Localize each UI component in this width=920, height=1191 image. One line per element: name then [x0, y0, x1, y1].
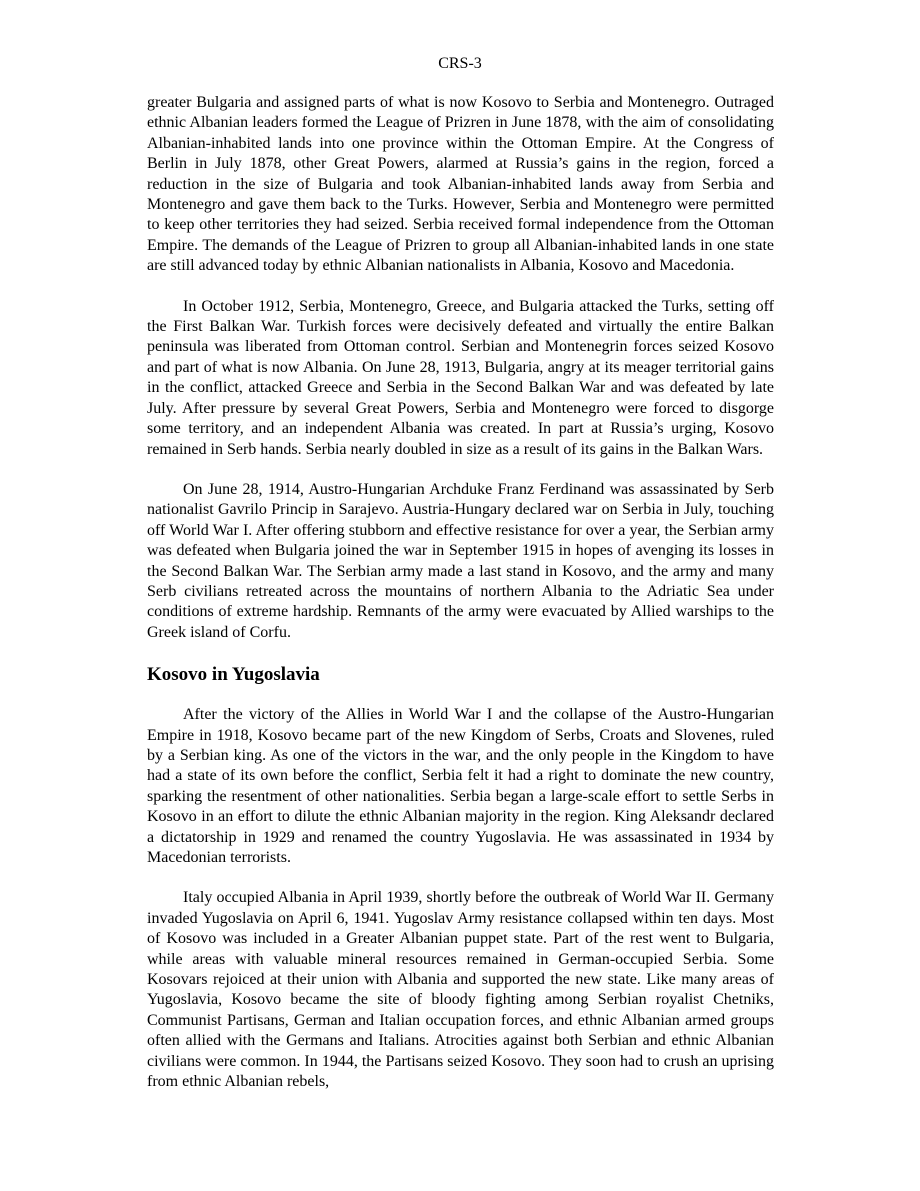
section-heading: Kosovo in Yugoslavia — [147, 664, 320, 686]
page-body — [147, 93, 774, 1112]
body-paragraph: greater Bulgaria and assigned parts of what is now Kosovo to Serbia and Montenegro. Outraged ethnic Albanian leaders formed the League of Prizren in June 1878, with the aim of consolidating Albanian-inhabited lands into one province within the Ottoman Empire. At the Congress of Berlin in July 1878, other Great Powers, alarmed at Russia’s gains in the region, forced a reduction in the size of Bulgaria and took Albanian-inhabited lands away from Serbia and Montenegro and gave them back to the Turks. However, Serbia and Montenegro were permitted to keep other territories they had seized. Serbia received formal independence from the Ottoman Empire. The demands of the League of Prizren to group all Albanian-inhabited lands in one state are still advanced today by ethnic Albanian nationalists in Albania, Kosovo and Macedonia. — [147, 94, 774, 275]
body-paragraph: On June 28, 1914, Austro-Hungarian Archduke Franz Ferdinand was assassinated by Serb nationalist Gavrilo Princip in Sarajevo. Austria-Hungary declared war on Serbia in July, touching off World War I. After offering stubborn and effective resistance for over a year, the Serbian army was defeated when Bulgaria joined the war in September 1915 in hopes of avenging its losses in the Second Balkan War. The Serbian army made a last stand in Kosovo, and the army and many Serb civilians retreated across the mountains of northern Albania to the Adriatic Sea under conditions of extreme hardship. Remnants of the army were evacuated by Allied warships to the Greek island of Corfu. — [147, 480, 774, 641]
body-paragraph: Italy occupied Albania in April 1939, shortly before the outbreak of World War II. Germany invaded Yugoslavia on April 6, 1941. Yugoslav Army resistance collapsed within ten days. Most of Kosovo was included in a Greater Albanian puppet state. Part of the rest went to Bulgaria, while areas with valuable mineral resources remained in German-occupied Serbia. Some Kosovars rejoiced at their union with Albania and supported the new state. Like many areas of Yugoslavia, Kosovo became the site of bloody fighting among Serbian royalist Chetniks, Communist Partisans, German and Italian occupation forces, and ethnic Albanian armed groups often allied with the Germans and Italians. Atrocities against both Serbian and ethnic Albanian civilians were common. In 1944, the Partisans seized Kosovo. They soon had to crush an uprising from ethnic Albanian rebels, — [147, 889, 774, 1091]
page-number-header: CRS-3 — [438, 55, 482, 72]
body-paragraph: In October 1912, Serbia, Montenegro, Greece, and Bulgaria attacked the Turks, setting off the First Balkan War. Turkish forces were decisively defeated and virtually the entire Balkan peninsula was liberated from Ottoman control. Serbian and Montenegrin forces seized Kosovo and part of what is now Albania. On June 28, 1913, Bulgaria, angry at its meager territorial gains in the conflict, attacked Greece and Serbia in the Second Balkan War and was defeated by late July. After pressure by several Great Powers, Serbia and Montenegro were forced to disgorge some territory, and an independent Albania was created. In part at Russia’s urging, Kosovo remained in Serb hands. Serbia nearly doubled in size as a result of its gains in the Balkan Wars. — [147, 297, 774, 458]
body-paragraph: After the victory of the Allies in World War I and the collapse of the Austro-Hungarian Empire in 1918, Kosovo became part of the new Kingdom of Serbs, Croats and Slovenes, ruled by a Serbian king. As one of the victors in the war, and the only people in the Kingdom to have had a state of its own before the conflict, Serbia felt it had a right to dominate the new country, sparking the resentment of other nationalities. Serbia began a large-scale effort to settle Serbs in Kosovo in an effort to dilute the ethnic Albanian majority in the region. King Aleksandr declared a dictatorship in 1929 and renamed the country Yugoslavia. He was assassinated in 1934 by Macedonian terrorists. — [147, 706, 774, 866]
